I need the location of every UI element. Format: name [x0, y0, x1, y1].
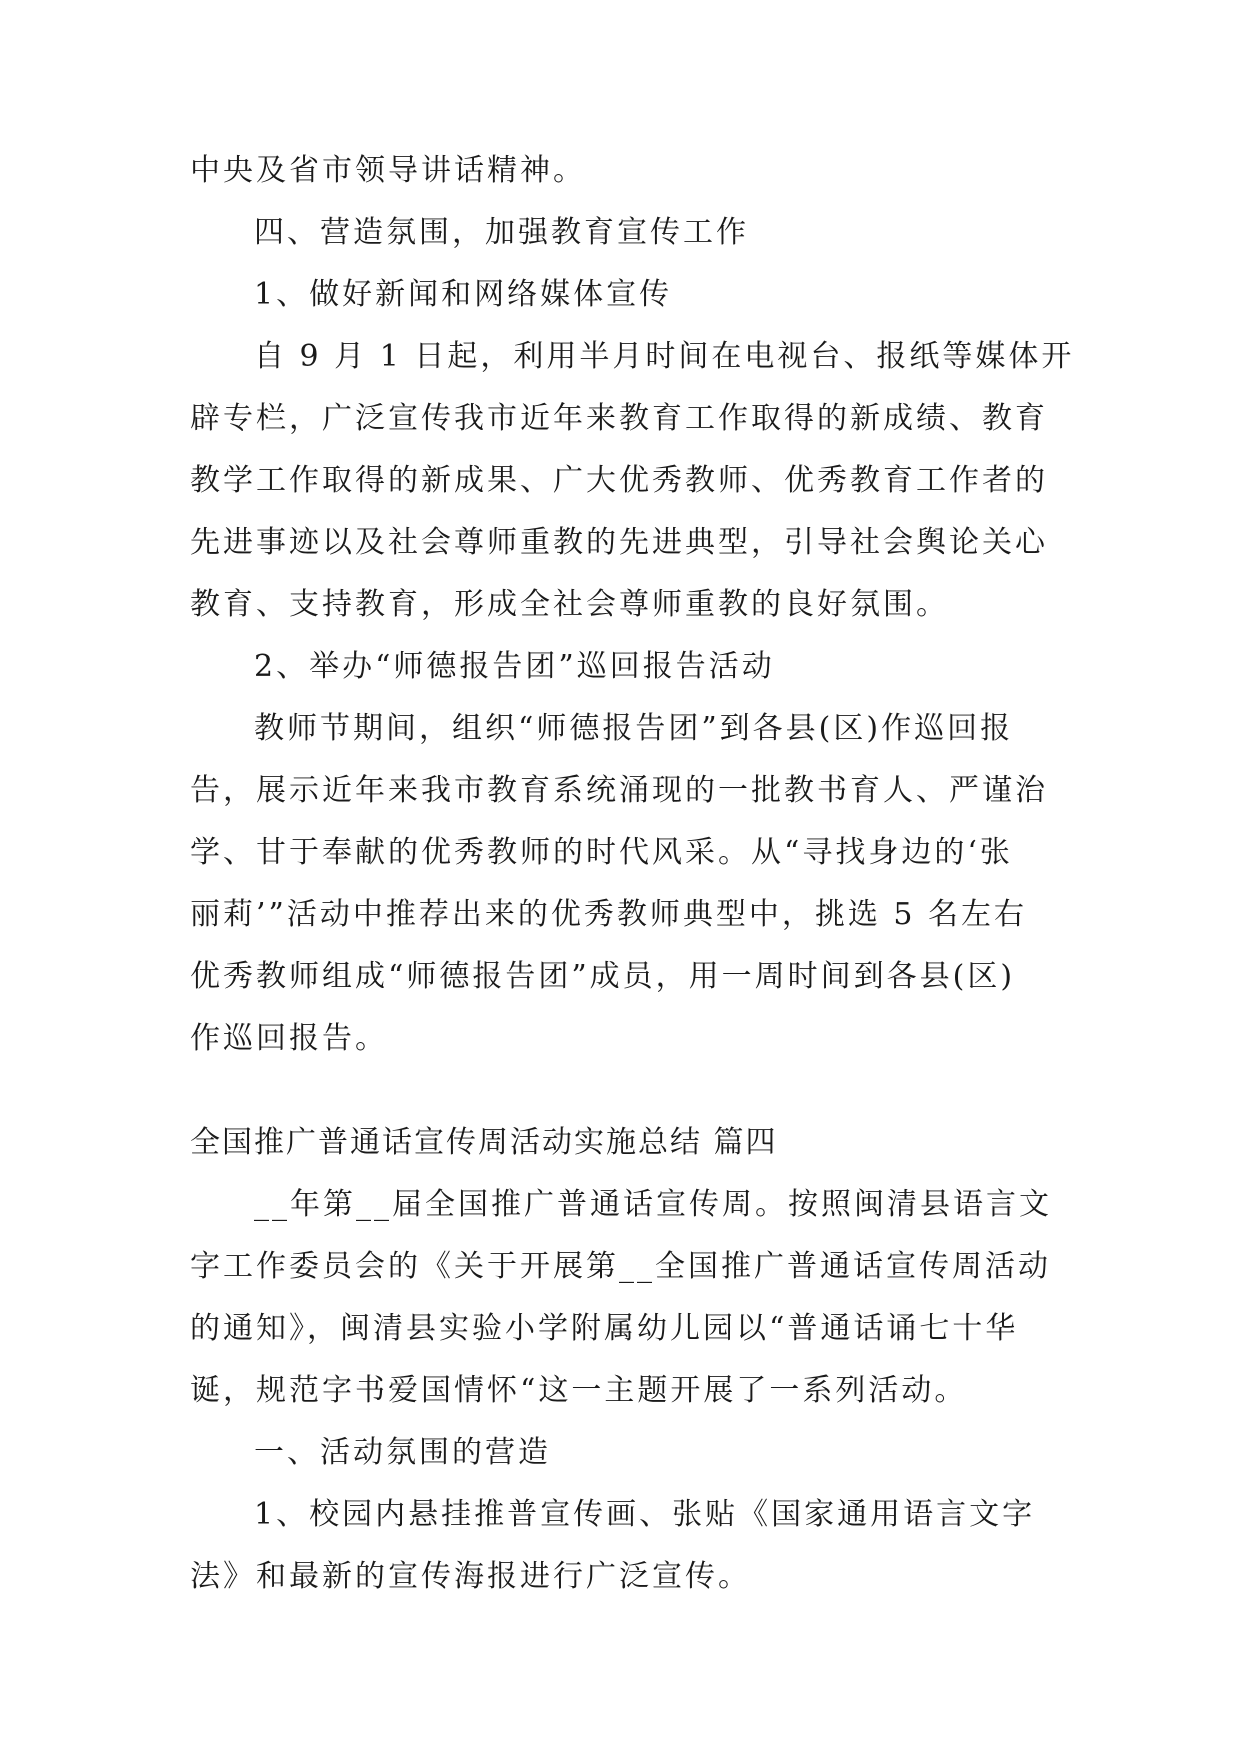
paragraph-line: 中央及省市领导讲话精神。	[190, 153, 586, 188]
paragraph-line: 丽莉’”活动中推荐出来的优秀教师典型中，挑选 5 名左右	[190, 897, 1028, 932]
paragraph-line: __年第__届全国推广普通话宣传周。按照闽清县语言文	[254, 1187, 1052, 1222]
paragraph-line: 辟专栏，广泛宣传我市近年来教育工作取得的新成绩、教育	[190, 401, 1048, 436]
paragraph-line: 法》和最新的宣传海报进行广泛宣传。	[190, 1559, 751, 1594]
article-title: 全国推广普通话宣传周活动实施总结 篇四	[190, 1125, 778, 1160]
paragraph-line: 告，展示近年来我市教育系统涌现的一批教书育人、严谨治	[190, 773, 1048, 808]
paragraph-line: 的通知》，闽清县实验小学附属幼儿园以“普通话诵七十华	[190, 1311, 1019, 1346]
paragraph-line: 教育、支持教育，形成全社会尊师重教的良好氛围。	[190, 587, 949, 622]
paragraph-line: 学、甘于奉献的优秀教师的时代风采。从“寻找身边的‘张	[190, 835, 1013, 870]
subheading-report-group: 2、举办“师德报告团”巡回报告活动	[254, 649, 775, 684]
paragraph-line: 字工作委员会的《关于开展第__全国推广普通话宣传周活动	[190, 1249, 1051, 1284]
paragraph-line: 教学工作取得的新成果、广大优秀教师、优秀教育工作者的	[190, 463, 1048, 498]
paragraph-line: 诞，规范字书爱国情怀“这一主题开展了一系列活动。	[190, 1373, 968, 1408]
paragraph-line: 教师节期间，组织“师德报告团”到各县(区)作巡回报	[254, 711, 1014, 746]
paragraph-line: 先进事迹以及社会尊师重教的先进典型，引导社会舆论关心	[190, 525, 1048, 560]
paragraph-line: 优秀教师组成“师德报告团”成员，用一周时间到各县(区)	[190, 959, 1016, 994]
paragraph-line: 1、校园内悬挂推普宣传画、张贴《国家通用语言文字	[254, 1497, 1036, 1532]
paragraph-line: 作巡回报告。	[190, 1021, 388, 1056]
paragraph-line: 自 9 月 1 日起，利用半月时间在电视台、报纸等媒体开	[254, 339, 1075, 374]
subheading-news-media: 1、做好新闻和网络媒体宣传	[254, 277, 673, 312]
section-heading-four: 四、营造氛围，加强教育宣传工作	[254, 215, 749, 250]
section-heading-one: 一、活动氛围的营造	[254, 1435, 551, 1470]
